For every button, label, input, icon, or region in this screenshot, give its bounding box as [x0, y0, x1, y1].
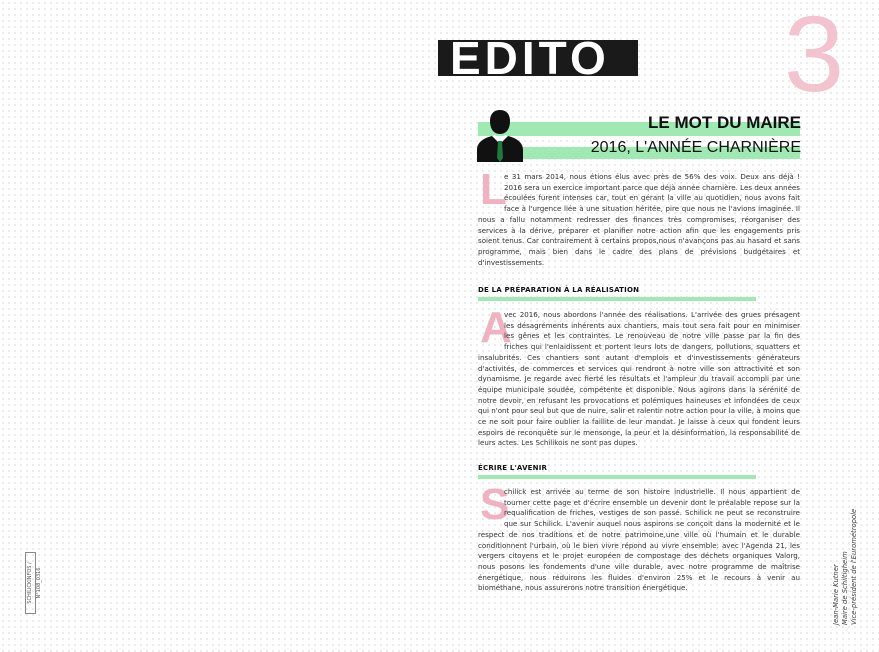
section1-heading: DE LA PRÉPARATION À LA RÉALISATION	[478, 286, 756, 301]
section2-dropcap: S	[480, 480, 510, 529]
mayor-silhouette-icon	[474, 108, 526, 162]
signature-block	[832, 425, 859, 625]
intro-text: e 31 mars 2014, nous étions élus avec près de 56% des voix. Deux ans déjà ! 2016 sera un exercice important parce que déjà année charnière. Les deux années écoulées furent intenses car, tout en gérant la ville au quotidien, nous avons fait face à l'urgence liée à une situation héritée, pire que nous ne l'avions imaginée. Il nous a fallu notamment redresser des finances très compromises, réorganiser des services à la dérive, préparer et planifier notre action afin que les engagements pris soient tenus. Car contrairement à certains propos,nous n'avançons pas au hasard et sans programme, mais bien dans le cadre des plans de prévisions budgétaires et d'investissements.	[478, 172, 800, 267]
signature-name: Jean-Marie Kutner	[832, 564, 840, 625]
section2-heading: ÉCRIRE L'AVENIR	[478, 464, 756, 479]
section1-dropcap: A	[480, 303, 512, 352]
page-number: 3	[784, 0, 845, 114]
edito-word: EDITO	[450, 32, 610, 84]
signature-role-mayor: Maire de Schiltigheim	[841, 551, 849, 625]
page-title: LE MOT DU MAIRE	[648, 113, 801, 132]
section2-paragraph	[478, 480, 800, 594]
side-code-label: SCHILICKINFOS / N°108_0316	[25, 552, 36, 614]
signature-role-vice-president: Vice-président de l'Eurométropole	[850, 508, 858, 625]
page-subtitle: 2016, L'ANNÉE CHARNIÈRE	[590, 139, 801, 156]
section2-text: chilick est arrivée au terme de son histoire industrielle. Il nous appartient de tourner cette page et d'écrire ensemble un devenir dont le préalable repose sur la requalification de friches, vestiges de son passé. Schilick ne peut se reconstruire que sur Schilick. L'avenir auquel nous aspirons se conçoit dans la modernité et le respect de nos traditions et de notre patrimoine,une ville où l'humain et le durable conditionnent l'urbain, où le bien vivre répond au vivre ensemble: avec l'Agenda 21, les vergers citoyens et le projet européen de compostage des déchets organiques Valorg, nous posons les fondements d'une ville durable, avec notre programme de maîtrise énergétique, nous réduirons les fluides d'environ 25% et le recours à venir au biométhane, nous assurerons notre transition énergétique.	[478, 487, 800, 593]
edito-banner	[438, 32, 638, 84]
intro-paragraph	[478, 165, 800, 268]
section1-paragraph	[478, 303, 800, 449]
section1-text: vec 2016, nous abordons l'année des réalisations. L'arrivée des grues présagent les désagréments inhérents aux chantiers, mais tout sera fait pour en minimiser les gênes et les contraintes. Le renouveau de notre ville passe par la fin des friches qui l'enlaidissent et portent leurs lots de dangers, pollutions, squatters et insalubrités. Ces chantiers sont autant d'emplois et d'investissements générateurs d'activités, de commerces et services qui rendront à notre ville son attractivité et son dynamisme. Je regarde avec fierté les résultats et l'ampleur du travail accompli par une équipe municipale soudée, compétente et disponible. Nous agirons dans la sérénité de notre devoir, en refusant les provocations et polémiques haineuses et infondées de ceux qui n'ont pour seul but que de nuire, salir et ralentir notre action pour la ville, à moins que ce ne soit pour faire oublier la faillite de leur mandat. Je laisse à ceux qui fondent leurs espoirs de reconquête sur le mensonge, la peur et la désinformation, la responsabilité de leurs actes. Les Schilikois ne sont pas dupes.	[478, 310, 800, 448]
intro-dropcap: L	[480, 165, 507, 214]
